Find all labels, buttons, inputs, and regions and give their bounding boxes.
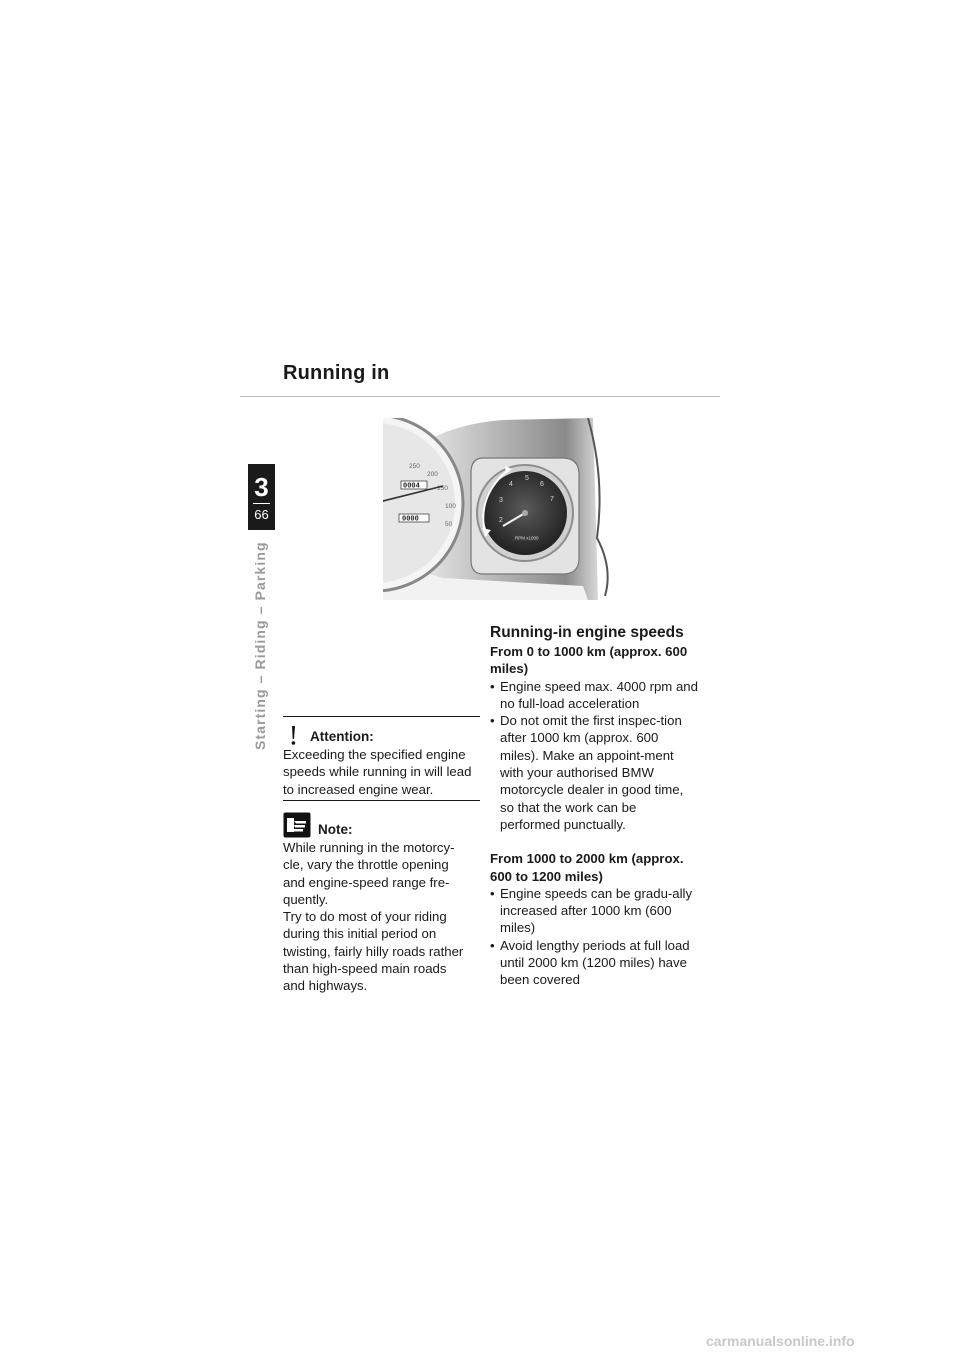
page-number: 66 (254, 507, 269, 522)
speedo-tick: 150 (437, 485, 448, 492)
bullet-list (490, 885, 700, 989)
list-item: • Engine speed max. 4000 rpm and no full-load acceleration (490, 678, 700, 713)
chapter-number: 3 (254, 472, 269, 502)
note-line: and engine-speed range fre- (283, 874, 450, 890)
note-line: during this initial period on (283, 926, 437, 942)
title-rule (240, 396, 720, 397)
note-line: and highways. (283, 978, 368, 994)
chapter-tab (248, 464, 275, 530)
list-item: • Engine speeds can be gradu-ally increased after 1000 km (600 miles) (490, 885, 700, 937)
tacho-tick: 7 (550, 496, 554, 503)
tacho-tick: 5 (525, 475, 529, 482)
note-line: Try to do most of your riding (283, 909, 447, 925)
tacho-tick: 3 (499, 497, 503, 504)
note-line: twisting, fairly hilly roads rather (283, 943, 464, 959)
list-item: • Avoid lengthy periods at full load until 2000 km (1200 miles) have been covered (490, 937, 700, 989)
speedo-tick: 100 (445, 503, 456, 510)
subheading: From 0 to 1000 km (approx. 600 miles) (490, 644, 688, 677)
speedo-tick: 250 (409, 463, 420, 470)
odometer-digits: 0004 (403, 482, 420, 491)
note-hand-icon (283, 812, 311, 838)
subheading: From 1000 to 2000 km (approx. 600 to 1200 miles) (490, 851, 684, 884)
section-heading: Running-in engine speeds (490, 624, 684, 641)
note-box (283, 812, 480, 995)
speedo-tick: 200 (427, 471, 438, 478)
note-line: cle, vary the throttle opening (283, 857, 449, 873)
chapter-side-label: Starting – Riding – Parking (252, 541, 268, 750)
tacho-label: RPM x1000 (515, 535, 539, 541)
note-line: While running in the motorcy- (283, 840, 455, 855)
note-label: Note: (318, 821, 353, 837)
note-line: quently. (283, 891, 329, 907)
tacho-tick: 2 (499, 517, 503, 524)
running-in-section (490, 624, 700, 989)
note-line: than high-speed main roads (283, 961, 447, 977)
tacho-tick: 6 (540, 481, 544, 488)
bullet-list (490, 678, 700, 834)
speedo-tick: 50 (445, 521, 453, 528)
page-title: Running in (283, 362, 390, 384)
tacho-tick: 4 (509, 481, 513, 488)
attention-box (283, 716, 480, 801)
warning-icon (283, 725, 303, 745)
chapter-divider (253, 503, 270, 504)
attention-text: Exceeding the specified engine speeds while running in will lead to increased engine wear. (283, 747, 472, 797)
attention-label: Attention: (310, 728, 374, 744)
trip-digits: 0000 (402, 515, 419, 524)
watermark: carmanualsonline.info (706, 1333, 855, 1349)
instrument-cluster-photo (383, 418, 618, 600)
list-item: • Do not omit the first inspec-tion after 1000 km (approx. 600 miles). Make an appoint-ment with your authorised BMW motorcycle dealer in good time, so that the work can be performed punctually. (490, 712, 700, 833)
